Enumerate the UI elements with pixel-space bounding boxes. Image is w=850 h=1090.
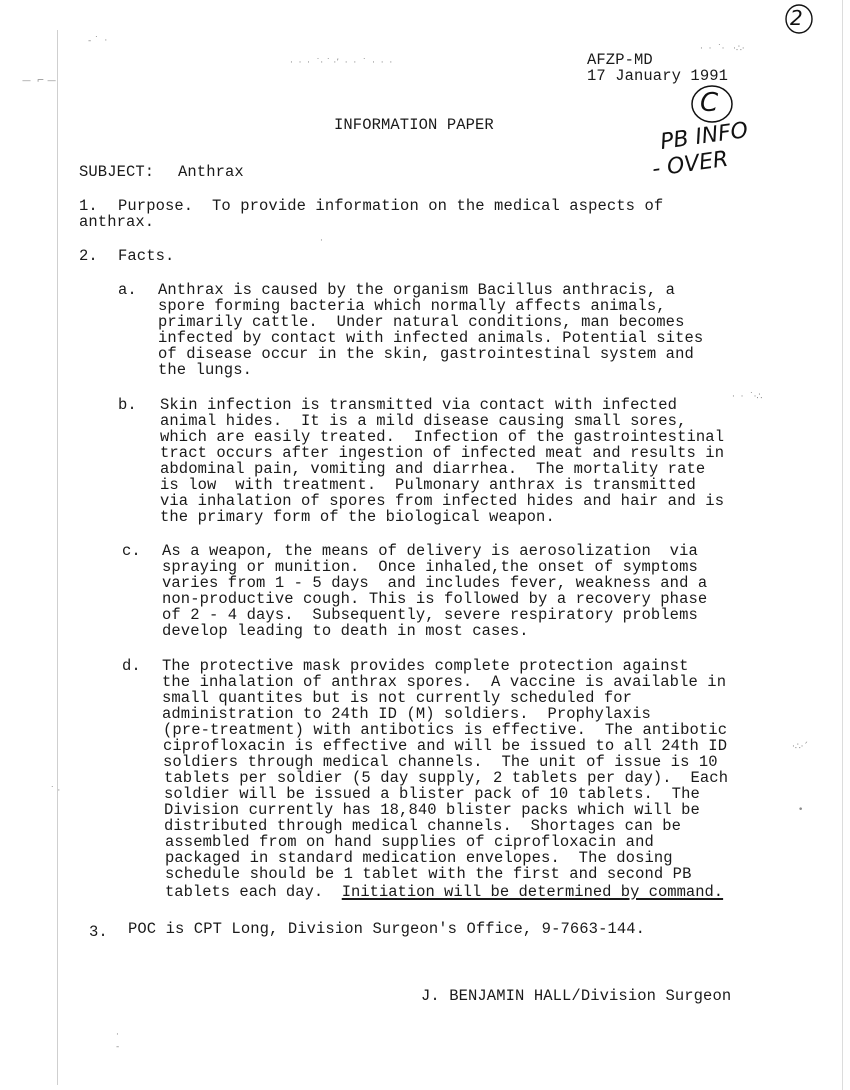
scan-noise: - ˙ · <box>88 36 108 46</box>
scan-noise: — ⌐ — <box>22 76 57 86</box>
para-d-line: packaged in standard medication envelopes. The dosing <box>165 849 673 867</box>
para-d-label: d. <box>122 657 141 675</box>
para-d-line: (pre-treatment) with antibotics is effective. The antibotic <box>163 721 728 739</box>
para-c-line: spraying or munition. Once inhaled,the onset of symptoms <box>162 558 698 576</box>
para-d-line: assembled from on hand supplies of ciprofloxacin and <box>165 833 654 851</box>
para-a-line: spore forming bacteria which normally affects animals, <box>158 297 666 315</box>
para-c-line: varies from 1 - 5 days and includes fever, weakness and a <box>162 574 708 592</box>
scan-noise: - <box>116 1042 120 1052</box>
para-c-line: of 2 - 4 days. Subsequently, severe respiratory problems <box>162 606 698 624</box>
para-b-line: tract occurs after ingestion of infected meat and results in <box>160 444 725 462</box>
para-c-label: c. <box>122 542 141 560</box>
section-2-heading: Facts. <box>118 247 175 265</box>
para-b-line: via inhalation of spores from infected hides and hair and is <box>160 492 725 510</box>
section-1-number: 1. <box>79 197 98 215</box>
scan-noise: · · ˙· ·∴· <box>700 44 745 54</box>
scan-noise: · <box>320 236 323 246</box>
scan-edge-right <box>842 0 843 1090</box>
para-c-line: develop leading to death in most cases. <box>162 622 529 640</box>
scan-noise: ˙ · <box>50 786 61 796</box>
underlined-command-note: Initiation will be determined by command. <box>341 883 724 901</box>
para-d-line: small quantites but is not currently scheduled for <box>162 689 633 707</box>
circle-mark-icon <box>782 2 816 36</box>
para-d-line: Division currently has 18,840 blister packs which will be <box>164 801 700 819</box>
signature-block: J. BENJAMIN HALL/Division Surgeon <box>421 987 732 1005</box>
section-1-line: Purpose. To provide information on the medical aspects of <box>118 197 664 215</box>
scan-noise: ·∴·ˊ <box>792 742 808 752</box>
handwritten-page-number: 2 <box>790 6 803 30</box>
office-symbol: AFZP-MD <box>587 51 653 69</box>
para-d-line: schedule should be 1 tablet with the first and second PB <box>165 865 692 883</box>
para-b-line: abdominal pain, vomiting and diarrhea. The mortality rate <box>160 460 706 478</box>
document-date: 17 January 1991 <box>587 67 729 85</box>
para-d-line: soldiers through medical channels. The unit of issue is 10 <box>163 753 718 771</box>
para-a-line: of disease occur in the skin, gastrointestinal system and <box>158 345 694 363</box>
para-d-last-line <box>165 884 723 900</box>
scan-noise: · · ˙·∴ <box>732 392 763 402</box>
handwritten-letter: C <box>700 88 718 118</box>
para-d-line: soldier will be issued a blister pack of 10 tablets. The <box>164 785 700 803</box>
scan-noise: · · · ˙· ˙ ·ʼ · · ˙ · · · <box>290 58 393 68</box>
para-c-line: non-productive cough. This is followed by a recovery phase <box>162 590 708 608</box>
subject-label: SUBJECT: <box>79 163 155 181</box>
handwritten-note-line2: - OVER <box>650 146 730 183</box>
para-d-line: distributed through medical channels. Shortages can be <box>164 817 682 835</box>
para-a-line: primarily cattle. Under natural conditions, man becomes <box>158 313 685 331</box>
para-b-label: b. <box>118 396 137 414</box>
para-d-line: administration to 24th ID (M) soldiers. Prophylaxis <box>162 705 651 723</box>
scan-noise: · <box>116 1030 119 1040</box>
para-d-line: ciprofloxacin is effective and will be issued to all 24th ID <box>163 737 728 755</box>
para-b-line: the primary form of the biological weapon. <box>160 508 555 526</box>
scan-edge-left <box>57 30 58 1085</box>
para-b-line: animal hides. It is a mild disease causing small sores, <box>160 412 687 430</box>
para-a-label: a. <box>118 281 137 299</box>
section-1-line: anthrax. <box>79 213 155 231</box>
para-a-line: infected by contact with infected animals. Potential sites <box>158 329 704 347</box>
subject-value: Anthrax <box>178 163 244 181</box>
para-d-line: tablets per soldier (5 day supply, 2 tablets per day). Each <box>164 769 729 787</box>
para-b-line: which are easily treated. Infection of the gastrointestinal <box>160 428 725 446</box>
para-d-line: the inhalation of anthrax spores. A vaccine is available in <box>162 673 727 691</box>
section-2-number: 2. <box>79 247 98 265</box>
para-b-line: Skin infection is transmitted via contact with infected <box>160 396 678 414</box>
para-c-line: As a weapon, the means of delivery is aerosolization via <box>162 542 698 560</box>
scan-noise: • <box>798 805 804 815</box>
para-d-last-line-start: tablets each day. <box>165 883 342 901</box>
section-3-number: 3. <box>89 923 108 941</box>
para-a-line: Anthrax is caused by the organism Bacillus anthracis, a <box>158 281 676 299</box>
section-3-text: POC is CPT Long, Division Surgeon's Office, 9-7663-144. <box>128 920 646 938</box>
para-d-line: The protective mask provides complete protection against <box>162 657 689 675</box>
handwritten-note-line1: PB INFO <box>658 117 750 156</box>
para-b-line: is low with treatment. Pulmonary anthrax is transmitted <box>160 476 696 494</box>
para-a-line: the lungs. <box>158 361 253 379</box>
document-title: INFORMATION PAPER <box>334 116 494 134</box>
